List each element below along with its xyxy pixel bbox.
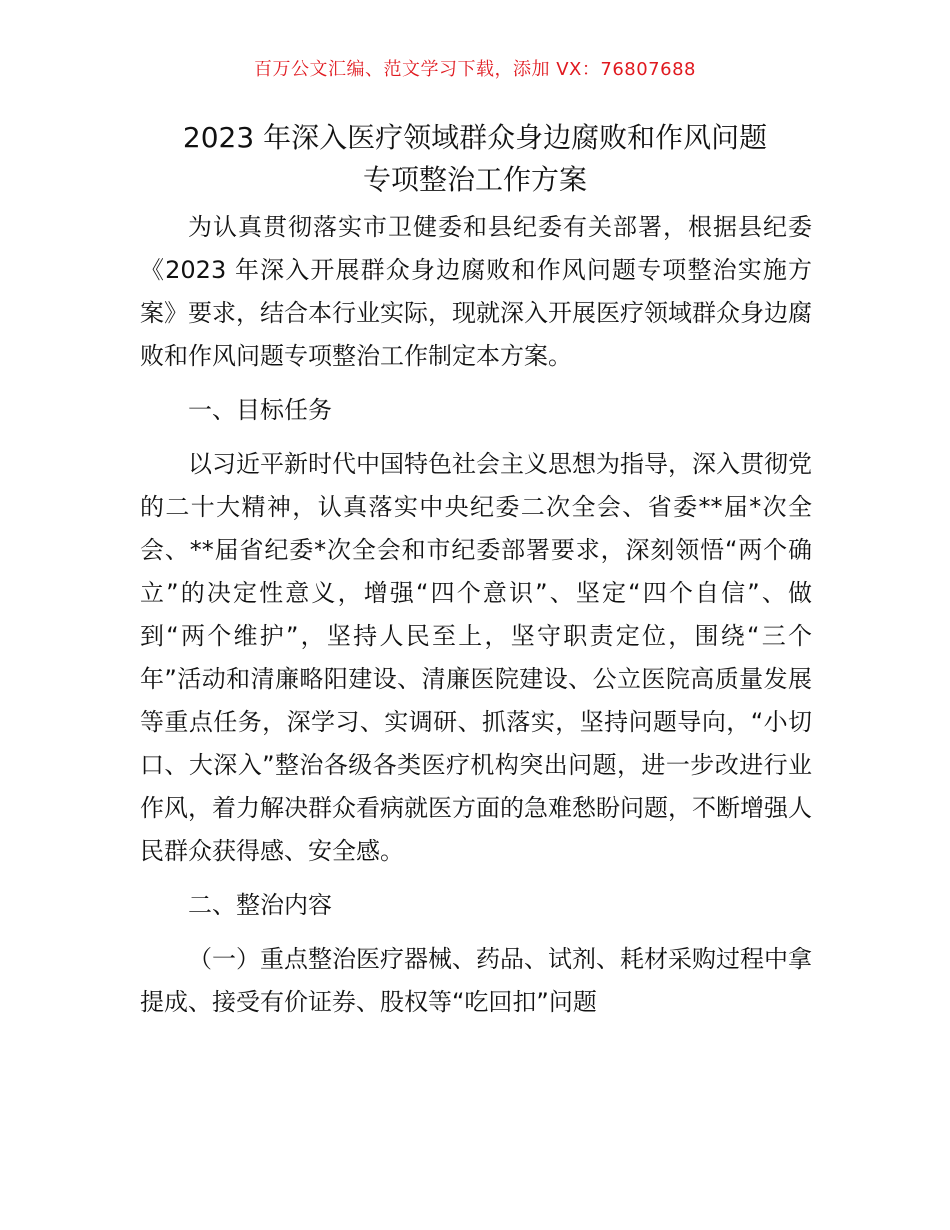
section-targets-paragraph: 以习近平新时代中国特色社会主义思想为指导，深入贯彻党的二十大精神，认真落实中央纪委二次全会、省委**届*次全会、**届省纪委*次全会和市纪委部署要求，深刻领悟“两个确立”的决定性意义，增强“四个意识”、坚定“四个自信”、做到“两个维护”，坚持人民至上，坚守职责定位，围绕“三个年”活动和清廉略阳建设、清廉医院建设、公立医院高质量发展等重点任务，深学习、实调研、抓落实，坚持问题导向，“小切口、大深入”整治各级各类医疗机构突出问题，进一步改进行业作风，着力解决群众看病就医方面的急难愁盼问题，不断增强人民群众获得感、安全感。 [140, 450, 812, 865]
document-body [140, 206, 812, 1024]
section-heading-content: 二、整治内容 [188, 891, 332, 919]
promo-banner-text: 百万公文汇编、范文学习下载，添加 VX：76807688 [254, 59, 696, 80]
section-content-item-1: （一）重点整治医疗器械、药品、试剂、耗材采购过程中拿提成、接受有价证券、股权等“吃回扣”问题 [140, 945, 812, 1016]
document-title [140, 117, 810, 201]
promo-banner [0, 58, 950, 82]
intro-paragraph: 为认真贯彻落实市卫健委和县纪委有关部署，根据县纪委《2023 年深入开展群众身边腐败和作风问题专项整治实施方案》要求，结合本行业实际，现就深入开展医疗领域群众身边腐败和作风问题专项整治工作制定本方案。 [140, 213, 812, 370]
section-heading-targets: 一、目标任务 [188, 396, 332, 424]
title-line-2: 专项整治工作方案 [362, 163, 587, 196]
title-line-1: 2023 年深入医疗领域群众身边腐败和作风问题 [182, 121, 768, 154]
